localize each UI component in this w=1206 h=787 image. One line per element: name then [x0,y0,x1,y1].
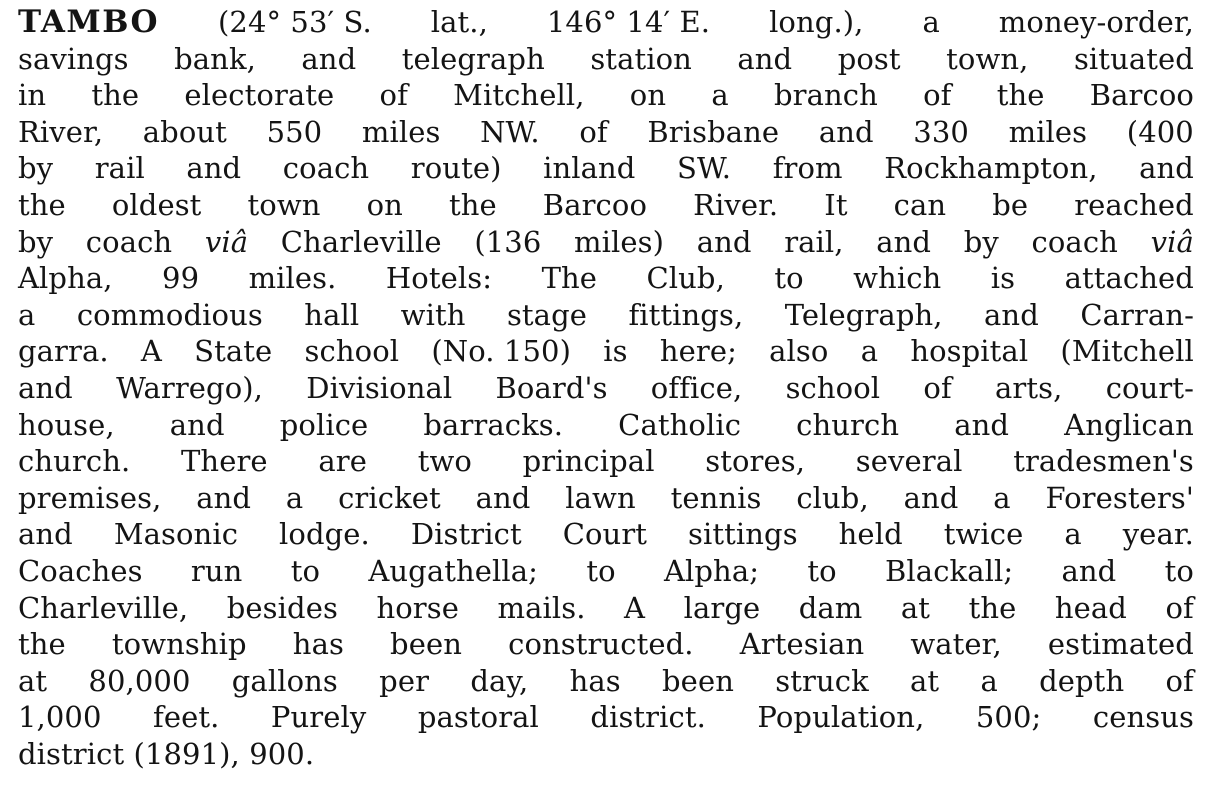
word: besides [226,590,338,625]
word: electorate [184,78,335,113]
word: pastoral [417,700,539,735]
word: and [186,151,242,186]
word: about [142,114,227,149]
text-line [18,370,1194,407]
word: to [774,261,804,296]
word: and [196,480,252,515]
word: of [923,370,952,405]
word: 330 [913,114,969,149]
word: census [1092,700,1194,735]
word: day, [470,663,529,698]
word: the [968,590,1017,625]
word: feet. [153,700,220,735]
word: on [629,78,667,113]
word: There [180,444,268,479]
word: Alpha; [663,553,760,588]
word: has [569,663,621,698]
word: head [1054,590,1127,625]
word: 1,000 [18,700,102,735]
word: of [379,78,408,113]
word: office, [650,370,743,405]
word: A [140,334,162,369]
text-line [18,187,1194,224]
word: (Mitchell [1060,334,1194,369]
word: with [400,297,466,332]
word: a [711,78,729,113]
text-line [18,114,1194,151]
word: has [292,627,344,662]
text-line [18,516,1194,553]
word: stores, [705,444,806,479]
word: which [853,261,942,296]
word: held [838,517,903,552]
word: Catholic [618,407,742,442]
text-line [18,407,1194,444]
word: twice [943,517,1024,552]
text-line [18,590,1194,627]
word: a [980,663,998,698]
word: at [900,590,931,625]
word: Masonic [113,517,239,552]
word: court- [1105,370,1194,405]
word: Coaches [18,553,143,588]
word: rail, [784,224,844,259]
word: (136 [474,224,542,259]
word: gallons [231,663,338,698]
word: constructed. [508,627,694,662]
word: to [290,553,321,588]
word: by [963,224,999,259]
word: club, [796,480,869,515]
word: A [624,590,646,625]
word: and [984,297,1039,332]
word: inland [543,151,636,186]
word: It [824,187,848,222]
word: and [18,517,73,552]
word: arts, [995,370,1063,405]
word: district. [590,700,706,735]
word: miles [361,114,441,149]
word: of [1165,663,1194,698]
word: bank, [174,41,256,76]
word: tennis [670,480,762,515]
text-line [18,699,1194,736]
word: cricket [338,480,441,515]
word: route) [410,151,502,186]
word: branch [773,78,878,113]
word: church [796,407,900,442]
word: the [91,78,140,113]
headword: TAMBO [18,4,160,40]
word: at [910,663,940,698]
word: been [662,663,734,698]
word: district (1891), 900. [18,736,315,771]
word: on [366,187,403,222]
text-line [18,736,1194,773]
word: of [923,78,952,113]
word: a [922,5,940,39]
word: NW. [480,114,540,149]
word: premises, [18,480,162,515]
word: of [1165,590,1194,625]
word: a [285,480,304,515]
word: Board's [495,370,608,405]
word: and [818,114,874,149]
word: and [876,224,932,259]
word: large [683,590,761,625]
word: also [769,334,829,369]
text-line [18,150,1194,187]
word: situated [1073,41,1194,76]
word: viâ [204,224,249,259]
word: and [301,41,357,76]
word: miles [1008,114,1088,149]
word: Mitchell, [453,78,585,113]
word: water, [910,627,1002,662]
word: rail [94,151,145,186]
word: lat., [430,5,488,39]
word: garra. [18,334,109,369]
word: stage [506,297,587,332]
word: church. [18,444,131,479]
word: (24° 53′ S. [217,5,372,39]
word: District [410,517,522,552]
word: Population, [757,700,925,735]
word: Rockhampton, [884,151,1098,186]
word: reached [1074,187,1194,222]
word: station [590,41,692,76]
word: Divisional [306,370,453,405]
text-line [18,41,1194,78]
word: The [541,261,598,296]
word: State [194,334,273,369]
word: Blackall; [885,553,1014,588]
word: money-order, [998,5,1194,39]
word: house, [18,407,115,442]
word: been [390,627,463,662]
word: be [992,187,1029,222]
word: a [18,297,36,332]
word: Charleville, [18,590,189,625]
word: the [996,78,1045,113]
word: and [737,41,793,76]
word: the [448,187,497,222]
word: miles) [574,224,665,259]
word: at [18,663,48,698]
word: 500; [975,700,1042,735]
word: viâ [1150,224,1194,259]
word: can [893,187,947,222]
word: lawn [565,480,636,515]
word: hospital [910,334,1029,369]
word: is [603,334,628,369]
word: Anglican [1064,407,1194,442]
word: the [18,627,66,662]
word: sittings [688,517,798,552]
word: Augathella; [368,553,539,588]
word: township [111,627,247,662]
word: several [855,444,963,479]
word: telegraph [401,41,545,76]
word: oldest [111,187,202,222]
word: here; [659,334,737,369]
word: tradesmen's [1013,444,1194,479]
word: coach [85,224,173,259]
word: coach [1031,224,1118,259]
word: mails. [497,590,586,625]
word: Court [562,517,648,552]
word: to [807,553,837,588]
text-line [18,77,1194,114]
word: Artesian [739,627,865,662]
word: miles. [248,261,337,296]
word: 99 [162,261,200,296]
word: and [169,407,225,442]
word: school [785,370,881,405]
text-line [18,4,1194,41]
word: fittings, [628,297,744,332]
word: dam [798,590,863,625]
word: a [993,480,1011,515]
word: from [772,151,843,186]
word: and [18,370,73,405]
text-line [18,333,1194,370]
word: barracks. [423,407,564,442]
word: of [579,114,608,149]
word: town [247,187,321,222]
word: 80,000 [88,663,191,698]
word: and [696,224,752,259]
word: town, [946,41,1029,76]
word: Barcoo [542,187,648,222]
word: and [1139,151,1194,186]
word: by [18,151,54,186]
word: struck [775,663,869,698]
word: in [18,78,47,113]
word: to [586,553,616,588]
word: are [318,444,368,479]
word: school [304,334,400,369]
text-line [18,297,1194,334]
word: SW. [677,151,732,186]
word: Barcoo [1089,78,1194,113]
word: attached [1064,261,1194,296]
word: two [417,444,472,479]
word: year. [1122,517,1194,552]
word: post [837,41,901,76]
word: is [990,261,1016,296]
word: Warrego), [116,370,263,405]
text-line [18,480,1194,517]
word: River, [18,114,104,149]
word: 550 [266,114,323,149]
word: depth [1039,663,1125,698]
word: (400 [1126,114,1194,149]
gazetteer-entry [18,4,1194,772]
word: the [18,187,66,222]
word: horse [376,590,459,625]
word: and [903,480,959,515]
word: and [475,480,531,515]
word: Telegraph, [784,297,943,332]
word: lodge. [279,517,370,552]
word: commodious [76,297,263,332]
word: (No. 150) [431,334,572,369]
word: savings [18,41,129,76]
text-line [18,224,1194,261]
word: by [18,224,54,259]
word: and [1061,553,1117,588]
word: Purely [270,700,367,735]
word: Alpha, [18,261,113,296]
word: 146° 14′ E. [546,5,711,39]
word: long.), [769,5,864,39]
text-line [18,626,1194,663]
word: Hotels: [385,261,493,296]
word: estimated [1047,627,1194,662]
word: and [954,407,1010,442]
word: to [1164,553,1194,588]
word: River. [693,187,779,222]
word: hall [304,297,360,332]
word: Carran- [1080,297,1194,332]
word: coach [282,151,370,186]
text-line [18,260,1194,297]
word: Foresters' [1045,480,1194,515]
word: per [379,663,430,698]
word: principal [522,444,655,479]
text-line [18,553,1194,590]
word: a [1064,517,1082,552]
word: Club, [646,261,725,296]
text-line [18,663,1194,700]
word: a [860,334,879,369]
word: Brisbane [647,114,780,149]
text-line [18,443,1194,480]
word: Charleville [280,224,442,259]
word: run [190,553,243,588]
word: police [279,407,369,442]
